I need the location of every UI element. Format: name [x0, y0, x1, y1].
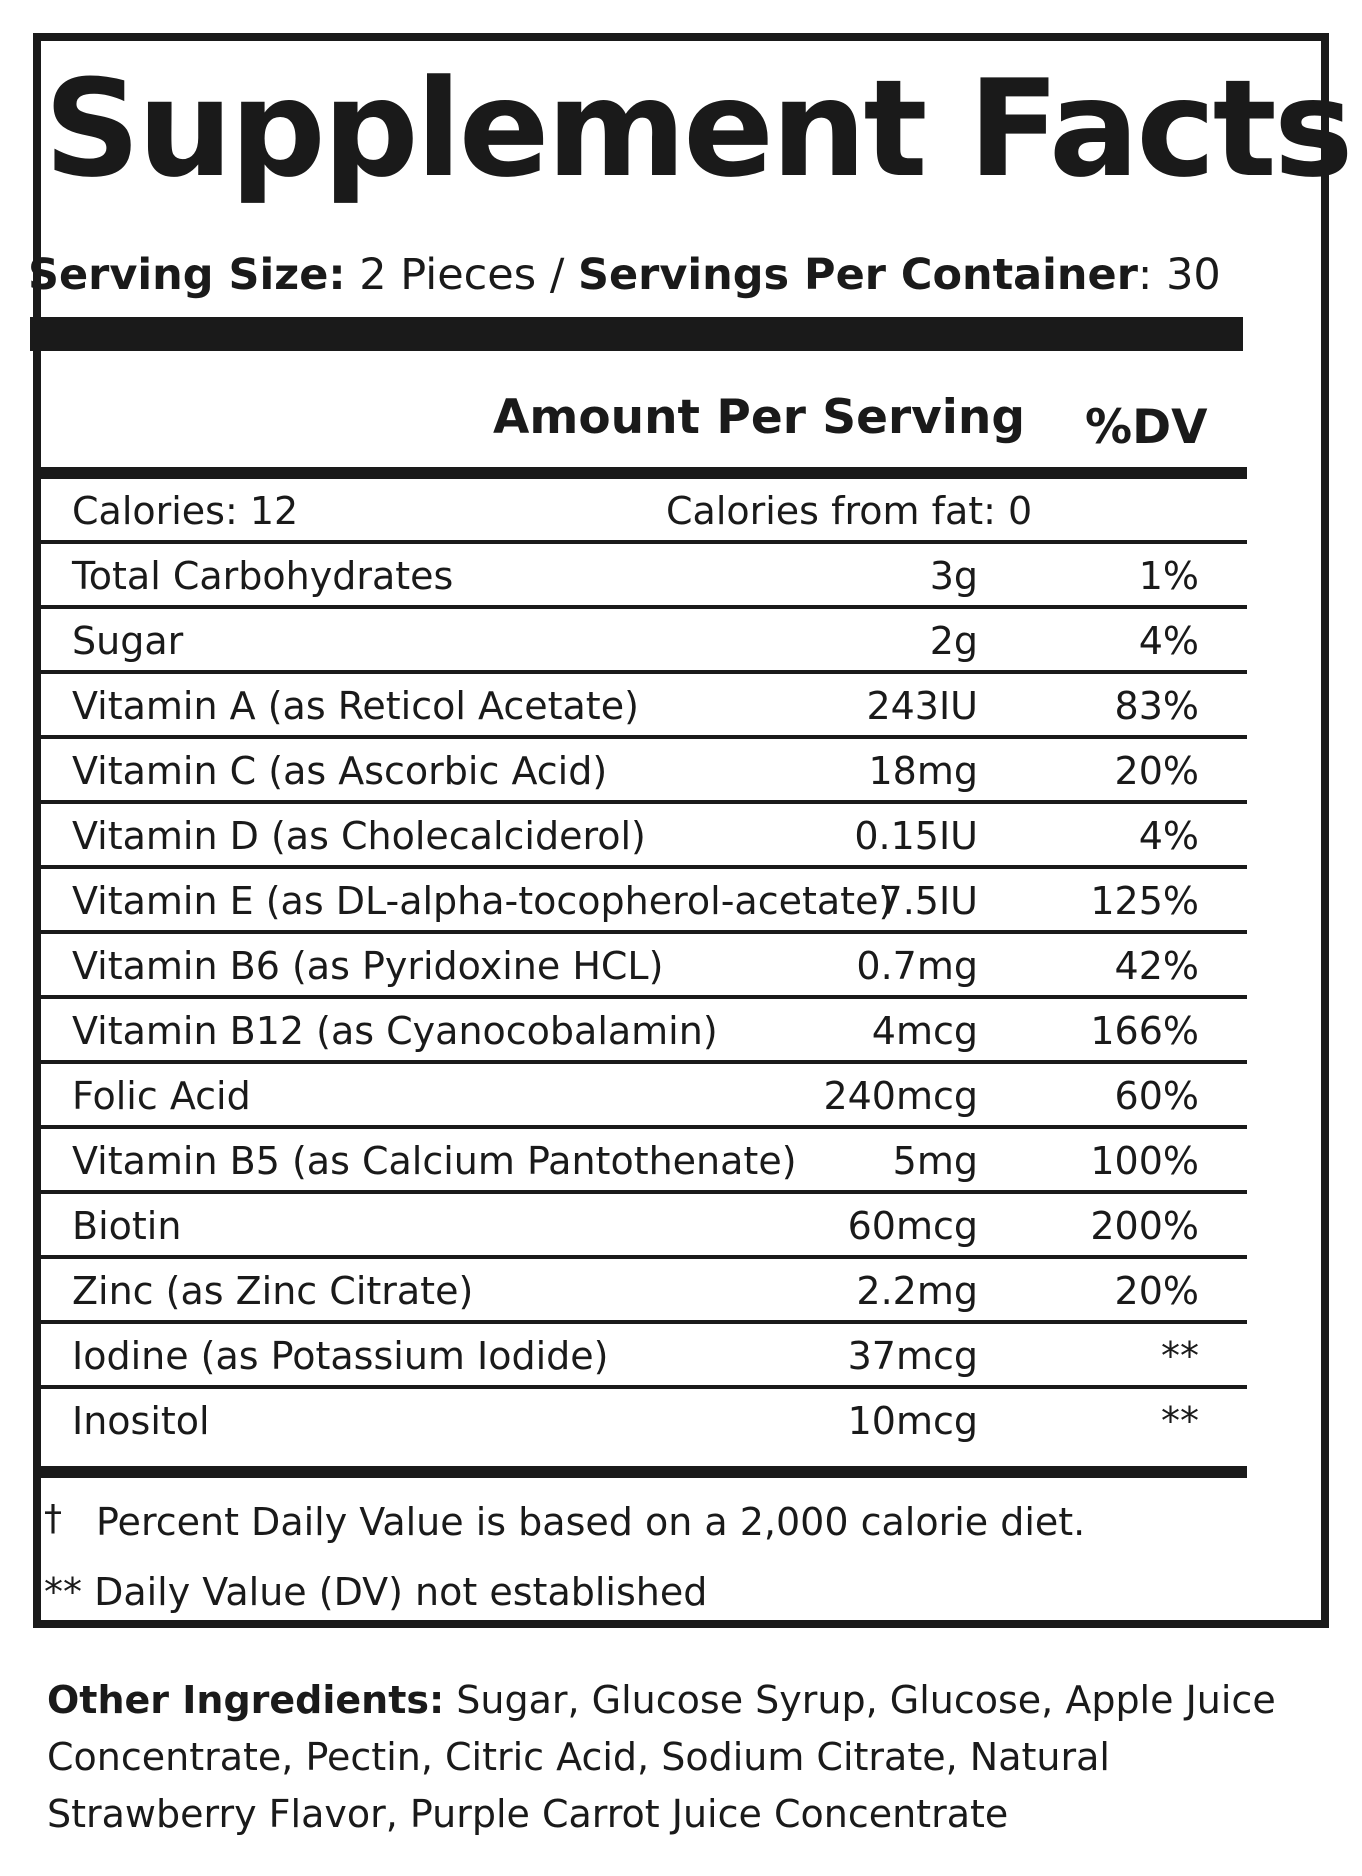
- calories-row: [36, 479, 1247, 544]
- nutrient-amount: 4mcg: [871, 1009, 978, 1053]
- serving-size-label: Serving Size:: [28, 250, 346, 300]
- nutrient-name: Inositol: [72, 1399, 210, 1443]
- nutrient-row: [36, 1194, 1247, 1259]
- nutrient-dv: 42%: [1114, 944, 1199, 988]
- footnote-daily-value: Percent Daily Value is based on a 2,000 calorie diet.: [96, 1500, 1086, 1544]
- calories-from-fat-text: Calories from fat: 0: [666, 489, 1033, 533]
- nutrient-name: Vitamin B6 (as Pyridoxine HCL): [72, 944, 664, 988]
- nutrient-row: [36, 609, 1247, 674]
- nutrient-amount: 240mcg: [823, 1074, 978, 1118]
- label-title: Supplement Facts: [44, 51, 1351, 207]
- nutrient-amount: 60mcg: [847, 1204, 978, 1248]
- nutrient-row: [36, 1259, 1247, 1324]
- nutrient-dv: 166%: [1090, 1009, 1199, 1053]
- thick-divider: [30, 317, 1243, 351]
- nutrient-row: [36, 544, 1247, 609]
- other-ingredients: [47, 1672, 1307, 1843]
- nutrient-name: Vitamin D (as Cholecalciderol): [72, 814, 646, 858]
- nutrient-row: [36, 869, 1247, 934]
- nutrient-row: [36, 999, 1247, 1064]
- nutrient-dv: **: [1161, 1334, 1199, 1378]
- other-ingredients-text: Sugar, Glucose Syrup, Glucose, Apple Juice Concentrate, Pectin, Citric Acid, Sodium Citrate, Natural Strawberry Flavor, Purple Carrot Juice Concentrate: [47, 1678, 1276, 1836]
- nutrient-row: [36, 934, 1247, 999]
- calories-text: Calories: 12: [72, 489, 299, 533]
- nutrient-amount: 7.5IU: [878, 879, 978, 923]
- footnote-not-established: ** Daily Value (DV) not established: [44, 1570, 708, 1614]
- nutrient-dv: 1%: [1138, 554, 1199, 598]
- nutrient-row: [36, 1324, 1247, 1389]
- header-divider: [36, 467, 1247, 479]
- nutrient-amount: 0.15IU: [854, 814, 978, 858]
- nutrient-row: [36, 674, 1247, 739]
- serving-info: [28, 250, 1221, 300]
- nutrient-amount: 3g: [929, 554, 978, 598]
- header-amount-per-serving: Amount Per Serving: [493, 390, 1026, 445]
- nutrient-name: Iodine (as Potassium Iodide): [72, 1334, 609, 1378]
- nutrient-name: Biotin: [72, 1204, 182, 1248]
- nutrient-dv: **: [1161, 1399, 1199, 1443]
- nutrient-amount: 243IU: [866, 684, 978, 728]
- nutrient-row: [36, 739, 1247, 804]
- nutrient-dv: 4%: [1138, 619, 1199, 663]
- servings-per-container-value: : 30: [1137, 250, 1221, 300]
- nutrient-name: Vitamin A (as Reticol Acetate): [72, 684, 639, 728]
- nutrient-dv: 83%: [1114, 684, 1199, 728]
- nutrient-name: Zinc (as Zinc Citrate): [72, 1269, 474, 1313]
- nutrient-name: Vitamin B5 (as Calcium Pantothenate): [72, 1139, 797, 1183]
- nutrient-name: Vitamin C (as Ascorbic Acid): [72, 749, 608, 793]
- nutrient-amount: 37mcg: [847, 1334, 978, 1378]
- bottom-divider: [36, 1466, 1247, 1478]
- nutrient-dv: 20%: [1114, 1269, 1199, 1313]
- nutrient-dv: 4%: [1138, 814, 1199, 858]
- nutrient-name: Vitamin B12 (as Cyanocobalamin): [72, 1009, 718, 1053]
- serving-size-value: 2 Pieces /: [345, 250, 578, 300]
- nutrient-amount: 5mg: [892, 1139, 978, 1183]
- header-percent-dv: %DV: [1085, 400, 1208, 455]
- nutrient-amount: 0.7mg: [856, 944, 978, 988]
- dagger-symbol: †: [44, 1498, 62, 1539]
- nutrient-dv: 125%: [1090, 879, 1199, 923]
- nutrient-amount: 2g: [929, 619, 978, 663]
- nutrient-amount: 10mcg: [847, 1399, 978, 1443]
- nutrient-dv: 20%: [1114, 749, 1199, 793]
- nutrient-row: [36, 1064, 1247, 1129]
- nutrient-dv: 60%: [1114, 1074, 1199, 1118]
- nutrient-amount: 2.2mg: [856, 1269, 978, 1313]
- nutrient-row: [36, 1389, 1247, 1454]
- nutrient-dv: 100%: [1090, 1139, 1199, 1183]
- nutrient-name: Folic Acid: [72, 1074, 251, 1118]
- nutrient-name: Vitamin E (as DL-alpha-tocopherol-acetate): [72, 879, 894, 923]
- nutrient-amount: 18mg: [868, 749, 978, 793]
- nutrient-name: Sugar: [72, 619, 184, 663]
- nutrient-row: [36, 1129, 1247, 1194]
- nutrient-row: [36, 804, 1247, 869]
- nutrient-dv: 200%: [1090, 1204, 1199, 1248]
- nutrient-name: Total Carbohydrates: [72, 554, 454, 598]
- other-ingredients-label: Other Ingredients:: [47, 1678, 445, 1722]
- servings-per-container-label: Servings Per Container: [577, 250, 1138, 300]
